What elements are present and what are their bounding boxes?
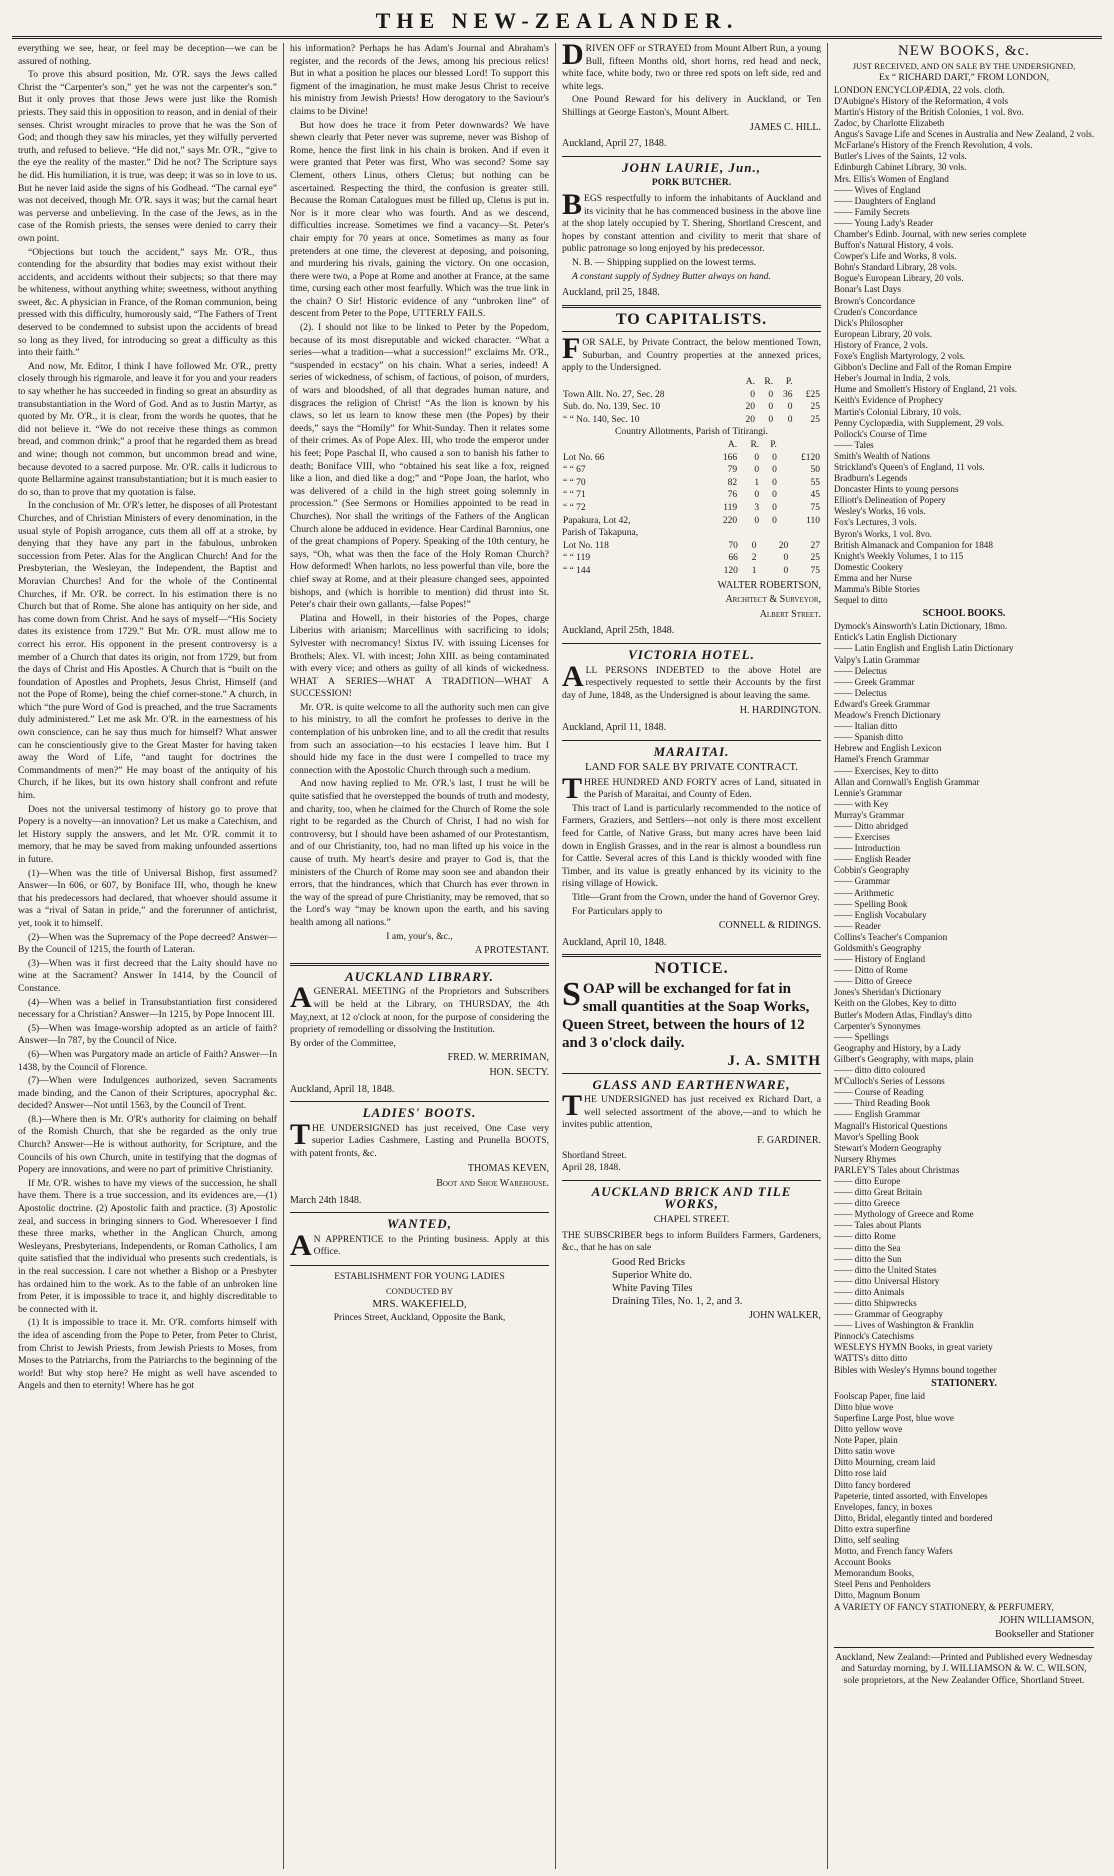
book-item: Hume and Smollett's History of England, 21 vols.: [834, 384, 1018, 395]
school-book-item: —— ditto the Sun: [834, 1253, 902, 1264]
ad-title: WORKS,: [664, 1196, 719, 1212]
ad-order: By order of the Committee,: [290, 1037, 396, 1049]
ad-signature: CONNELL & RIDINGS.: [718, 920, 821, 932]
dropcap: A: [290, 981, 312, 1015]
letter-paragraph: (2). I should not like to be linked to Peter by the Popedom, because of its most disreputable and wicked character. “What a series—what a tradition—what a succession!” exclaims Mr. O'R., “suspended in ecstacy” on his chain. What a series, indeed! A series of wickedness, of schism, of factious, of poison, of murders, of wars and bloodshed, of all that degrades human nature, and disgraces the religion of Christ! “As the lion is known by his claws, so let us learn to know these men (the Popes) by their deeds,” says the “Homily” for Whit-Sunday. Then it relates some of their crimes. As of Pope Alex. III, who trode the emperor under his feet; Pope Paschal II, who caused a son to banish his father to death; Boniface VIII, who “obtained his seat like a fox, reigned like a lion, and died like a dog;” and “Pope Joan, the harlot, who was delivered of a child in the high street going solemnly in procession.” (See Sermons or Homilies appointed to be read in Churches). Nor shall the writings of the Fathers of the Anglican Church alone be adduced in evidence. Hear Cardinal Baronius, one of the great champions of Popery. Speaking of the 10th century, he says, “Oh, what was then the face of the Holy Roman Church? How deformed! When harlots, no less powerful than vile, bore the chief sway at Rome, and at their pleasure changed sees, appointed bishops, and (which is horrible to mention) did thrust into St. Peter's chair their own gallants,—false Popes!”: [290, 322, 549, 611]
book-item: Bradburn's Legends: [834, 473, 908, 484]
school-book-item: —— Ditto of Greece: [834, 976, 912, 987]
ad-body: One Pound Reward for his delivery in Auckland, or Ten Shillings at George Easton's, Mount Albert.: [562, 94, 821, 118]
school-book-item: M'Culloch's Series of Lessons: [834, 1076, 945, 1087]
list-item: White Paving Tiles: [612, 1282, 693, 1294]
book-item: LONDON ENCYCLOPÆDIA, 22 vols. cloth.: [834, 84, 1005, 95]
letter-paragraph: his information? Perhaps he has Adam's Journal and Abraham's register, and the records of the Jews, among his precious relics! But in what a position he places our blessed Lord! To support this figment of the imagination, he must make Jesus Christ to receive his ministry from Jewish Priests! How derogatory to the Saviour's claims to be Divine!: [290, 43, 549, 117]
ad-subtitle: LAND FOR SALE BY PRIVATE CONTRACT.: [584, 761, 799, 774]
letter-paragraph: Mr. O'R. is quite welcome to all the authority such men can give to his ministry, to all the comfort he professes to derive in the contemplation of his unbroken line, and to all the credit that results from such an association—to his ecstacies I leave him. But I should hide my face in the dust were I compelled to trace my connection with the Apostolic Church through such a medium.: [290, 701, 549, 776]
divider: [562, 156, 821, 157]
school-book-item: Nursery Rhymes: [834, 1153, 897, 1164]
column-2: [284, 43, 556, 1869]
school-book-item: —— Spelling Book: [834, 898, 908, 909]
school-book-item: Jones's Sheridan's Dictionary: [834, 987, 942, 998]
book-item: Martin's History of the British Colonies, 1 vol. 8vo.: [834, 106, 1024, 117]
divider: [562, 305, 821, 308]
list-item: Draining Tiles, No. 1, 2, and 3.: [612, 1295, 743, 1307]
school-book-item: —— English Vocabulary: [834, 909, 927, 920]
ad-signature: H. HARDINGTON.: [739, 705, 821, 717]
stationery-item: Ditto Mourning, cream laid: [834, 1457, 936, 1468]
ad-title: LADIES' BOOTS.: [362, 1105, 477, 1121]
ad-signature: JOHN WALKER,: [748, 1309, 821, 1321]
book-item: Bohn's Standard Library, 28 vols.: [834, 262, 958, 273]
capitalists-ad: [562, 310, 821, 638]
ad-body: OR SALE, by Private Contract, the below mentioned Town, Suburban, and Country properties at the annexed prices, apply to the Undersigned.: [562, 337, 821, 374]
school-book-item: Hebrew and English Lexicon: [834, 743, 942, 754]
book-item: Knight's Weekly Volumes, 1 to 115: [834, 550, 964, 561]
school-book-item: —— Grammar: [834, 876, 890, 887]
school-book-item: —— Grammar of Geography: [834, 1309, 943, 1320]
ad-body: This tract of Land is particularly recommended to the notice of Farmers, Graziers, and Settlers—not only is there most excellent feed for Cattle, of Native Grass, but many acres have been laid down in English Grasses, and in the rear is almost a boundless run for Cattle. Several acres of this Land is thickly wooded with fine Timber, and its value is greatly enhanced by its vicinity to the rising village of Howick.: [562, 802, 821, 890]
letter-close: I am, your's, &c.,: [386, 930, 453, 942]
stationery-item: Foolscap Paper, fine laid: [834, 1390, 925, 1401]
ad-signature: HON. SECTY.: [489, 1066, 549, 1078]
book-item: Cruden's Concordance: [834, 306, 918, 317]
book-item: European Library, 20 vols.: [834, 328, 933, 339]
ad-date: Auckland, April 25th, 1848.: [562, 625, 675, 637]
table-row: “ “ 119 66 2 0 25: [563, 553, 820, 564]
divider: [562, 1180, 821, 1181]
property-table-town: [562, 376, 821, 426]
ad-body: HE UNDERSIGNED has just received, One Case very superior Ladies Cashmere, Lasting and Prunella BOOTS, with patent fronts, &c.: [290, 1122, 549, 1159]
book-item: Domestic Cookery: [834, 561, 904, 572]
columns: [12, 43, 1102, 1869]
stationery-item: Ditto satin wove: [834, 1446, 895, 1457]
ad-body: EGS respectfully to inform the inhabitants of Auckland and its vicinity that he has commenced business in the above line at the shop lately occupied by T. Shering, Shortland Crescent, and hopes by constant attention and civility to merit that share of public patronage so long enjoyed by his predecessor.: [562, 192, 821, 255]
school-book-item: —— Latin English and English Latin Dictionary: [834, 643, 1014, 654]
ad-body: HE UNDERSIGNED has just received ex Richard Dart, a well selected assortment of the above,—and to which he invites public attention,: [562, 1094, 821, 1131]
divider: [562, 740, 821, 741]
divider: [290, 963, 549, 966]
school-book-item: —— ditto Animals: [834, 1286, 905, 1297]
ad-title: GLASS AND EARTHENWARE,: [592, 1076, 791, 1092]
book-item: Mrs. Ellis's Women of England: [834, 173, 949, 184]
letter-paragraph: And now, Mr. Editor, I think I have followed Mr. O'R., pretty closely through his rigmarole, and leave it for you and your readers to say whether he has succeeded in finding so great an absurdity as transubstantiation in the Word of God. And as to Justin Martyr, as quoted by Mr. O'R., it is clear, from the words he quotes, that he did not believe it. “We do not receive these things as common bread, and common drink;” a proof that he regarded them as bread and wine; though not common, but uncommon bread and wine, because devoted to a sacred purpose. Mr. O'R. calls it ludicrous to quote Bellarmine against transubstantiation; but it is much easier to do so, than to prove that my quotation is false.: [18, 360, 277, 498]
book-item: D'Aubigne's History of the Reformation, 4 vols: [834, 95, 1009, 106]
ad-address: Princes Street, Auckland, Opposite the Bank,: [333, 1312, 506, 1323]
ad-title: TO CAPITALISTS.: [615, 310, 768, 328]
book-item: Fox's Lectures, 3 vols.: [834, 517, 917, 528]
school-book-item: WESLEYS HYMN Books, in great variety: [834, 1342, 993, 1353]
notice-ad: [562, 960, 821, 1069]
school-book-item: Murray's Grammar: [834, 809, 905, 820]
school-book-item: Allan and Cornwall's English Grammar: [834, 776, 980, 787]
ad-body: N. B. — Shipping supplied on the lowest terms.: [572, 256, 757, 268]
book-item: —— Young Lady's Reader: [834, 217, 934, 228]
school-book-item: Keith on the Globes, Key to ditto: [834, 998, 957, 1009]
ad-subtitle: CONDUCTED BY: [385, 1285, 454, 1296]
school-book-item: Valpy's Latin Grammar: [834, 654, 920, 665]
school-book-item: Cobbin's Geography: [834, 865, 910, 876]
divider: [562, 331, 821, 332]
divider: [562, 643, 821, 644]
book-item: —— Daughters of England: [834, 195, 936, 206]
school-book-item: —— ditto Greece: [834, 1198, 900, 1209]
letter-paragraph: (1)—When was the title of Universal Bishop, first assumed? Answer—In 606, or 607, by Boniface III, who, though he knew that his predecessors had declared, that whoever should assume it was a “rival of Satan in pride,” and the forerunner of antichrist, yet, took it to himself.: [18, 867, 277, 929]
school-book-item: Mavor's Spelling Book: [834, 1131, 919, 1142]
divider: [562, 1073, 821, 1074]
stationery-item: Ditto blue wove: [834, 1401, 894, 1412]
table-row: Papakura, Lot 42, 220 0 0 110: [563, 515, 820, 526]
stationery-item: Ditto rose laid: [834, 1468, 887, 1479]
establishment-ad: [290, 1271, 549, 1324]
school-book-item: Edward's Greek Grammar: [834, 698, 931, 709]
ad-date: Auckland, April 18, 1848.: [290, 1083, 395, 1095]
maraitai-ad: [562, 743, 821, 950]
table-section-title: Country Allotments, Parish of Titirangi.: [615, 426, 768, 438]
ad-signature: JAMES C. HILL.: [749, 121, 821, 133]
ad-signature: Boot and Shoe Warehouse.: [436, 1178, 549, 1190]
letter-paragraph: And now having replied to Mr. O'R.'s last, I trust he will be quite satisfied that he overstepped the bounds of truth and modesty, and charity, too, when he claimed for the Church of Rome the sole right to be regarded as the Church of Christ, I had no wish for controversy, but I should have been ashamed of our Protestantism, and of our Christianity, too, had no man lifted up his voice in the cause of truth. My heart's desire and prayer to God is, that the ministers of the Church of Rome may soon see and abandon their errors, that the hindrances, which that Church has ever thrown in the way of the spread of pure Christianity, may be removed, that so the Lord's way “may be known upon the earth, and his saving health among all nations.”: [290, 778, 549, 928]
ad-body: LL PERSONS INDEBTED to the above Hotel are respectively requested to settle their Accounts by the first day of June, 1848, as the Undersigned is about leaving the same.: [562, 664, 821, 701]
divider: [290, 1212, 549, 1213]
ad-date: April 28, 1848.: [562, 1162, 621, 1174]
letter-signature: A PROTESTANT.: [474, 945, 549, 957]
column-1: [12, 43, 284, 1869]
ad-date: Auckland, April 11, 1848.: [562, 721, 667, 733]
stationery-item: Account Books: [834, 1557, 891, 1568]
glass-ad: [562, 1076, 821, 1175]
book-item: —— Tales: [834, 439, 874, 450]
boots-ad: [290, 1107, 549, 1207]
ad-signature: J. A. SMITH: [727, 1053, 821, 1069]
stationery-item: Ditto extra superfine: [834, 1523, 911, 1534]
books-ex: Ex “ RICHARD DART,” FROM LONDON,: [879, 73, 1049, 84]
stationery-item: Envelopes, fancy, in boxes: [834, 1501, 933, 1512]
school-book-item: Stewart's Modern Geography: [834, 1142, 942, 1153]
school-book-item: —— Course of Reading: [834, 1087, 924, 1098]
books-signature: Bookseller and Stationer: [995, 1629, 1094, 1641]
ad-title: ESTABLISHMENT FOR YOUNG LADIES: [334, 1272, 505, 1283]
book-item: Butler's Lives of the Saints, 12 vols.: [834, 151, 967, 162]
ad-date: Auckland, April 10, 1848.: [562, 936, 667, 948]
ad-title: AUCKLAND BRICK AND TILE: [591, 1183, 792, 1199]
book-item: Edinburgh Cabinet Library, 30 vols.: [834, 162, 967, 173]
ad-address: Shortland Street.: [562, 1149, 627, 1161]
column-3: [556, 43, 828, 1869]
ad-signature: Architect & Surveyor,: [725, 594, 821, 606]
book-item: Doncaster Hints to young persons: [834, 484, 959, 495]
dropcap: T: [562, 1089, 583, 1123]
table-header-row: A. R. P.: [727, 440, 777, 451]
letter-paragraph: Does not the universal testimony of history go to prove that Popery is a novelty—an innovation? Let us make a Catechism, and let History supply the answers, and let Mr. O'R. commit it to memory, that he may be saved from making unfounded assertions in future.: [18, 803, 277, 865]
school-book-item: —— ditto the Sea: [834, 1242, 901, 1253]
table-header-row: [562, 376, 821, 389]
dropcap: D: [562, 43, 584, 71]
wanted-ad: [290, 1218, 549, 1260]
book-item: Byron's Works, 1 vol. 8vo.: [834, 528, 932, 539]
table-header: A.: [745, 377, 756, 388]
ad-body: For Particulars apply to: [572, 905, 663, 917]
book-item: Heber's Journal in India, 2 vols.: [834, 373, 951, 384]
table-row: Lot No. 118 70 0 20 27: [563, 540, 820, 551]
table-section-title: Parish of Takapuna,: [562, 527, 639, 539]
stationery-item: Motto, and French fancy Wafers: [834, 1546, 953, 1557]
table-row: “ “ 71 76 0 0 45: [563, 490, 820, 501]
book-item: Bogue's European Library, 20 vols.: [834, 273, 964, 284]
letter-paragraph: Platina and Howell, in their histories of the Popes, charge Liberius with arianism; Marcellinus with sacrificing to idols; Sylvester with necromancy! Sixtus IV. with issuing Licenses for Brothels; Alex. VI. with incest; John XIII. as being contaminated with every vice; and others as guilty of all kinds of wickedness. WHAT A SERIES—WHAT A TRADITION—WHAT A SUCCESSION!: [290, 612, 549, 700]
stationery-item: Ditto fancy bordered: [834, 1479, 911, 1490]
school-book-item: Geography and History, by a Lady: [834, 1042, 961, 1053]
ad-date: Auckland, pril 25, 1848.: [562, 287, 660, 299]
school-book-item: —— Arithmetic: [834, 887, 894, 898]
stationery-item: Superfine Large Post, blue wove: [834, 1412, 955, 1423]
stationery-item: Papeterie, tinted assorted, with Envelopes: [834, 1490, 988, 1501]
property-table-country: [562, 439, 821, 527]
brick-ad: [562, 1183, 821, 1323]
ad-title: VICTORIA HOTEL.: [628, 646, 755, 662]
ad-body: THE SUBSCRIBER begs to inform Builders Farmers, Gardeners, &c., that he has on sale: [562, 1229, 821, 1254]
books-title: NEW BOOKS, &c.: [897, 43, 1031, 59]
school-book-item: —— ditto Shipwrecks: [834, 1298, 917, 1308]
school-book-item: —— Ditto abridged: [834, 820, 908, 831]
school-book-item: Gilbert's Geography, with maps, plain: [834, 1053, 974, 1064]
ad-title: NOTICE.: [654, 960, 729, 978]
divider: [834, 1647, 1094, 1648]
school-book-item: —— with Key: [834, 798, 889, 809]
dropcap: F: [562, 332, 581, 366]
letter-paragraph: To prove this absurd position, Mr. O'R. says the Jews called Christ the “Carpenter's son,” yet he was not the carpenter's son.” But it only proves that those Jews were just like the Romish priests. They said this in opposition to reason, and in denial of their senses. Christ wrought miracles to prove that he was the Son of God; and though they saw his miracles, yet they wilfully perverted truth, and refused to believe. “He did not,” says Mr. O'R., “give to the eye the reality of the master.” Did he not? The Scripture says he did. His humiliation, it is true, was deep; it was so in love to us. But he never laid aside the signs of his Godhead. “The carnal eye” was not deceived, though Mr. O'R. says it was; but the carnal heart was perverse and unbelieving. In the case of the Jews, as in the case of the Romish priests, the senses were denied to carry their own point.: [18, 69, 277, 244]
school-book-item: —— Exercises, Key to ditto: [834, 765, 939, 776]
letter-paragraph: (3)—When was it first decreed that the Laity should have no wine at the Sacrament? Answer In 1414, by the Council of Constance.: [18, 957, 277, 994]
library-ad: [290, 968, 549, 1096]
list-item: Superior White do.: [612, 1269, 693, 1281]
dropcap: T: [562, 771, 583, 805]
school-book-item: —— Introduction: [834, 843, 901, 854]
school-book-item: Magnall's Historical Questions: [834, 1120, 948, 1131]
book-item: Strickland's Queen's of England, 11 vols.: [834, 461, 985, 472]
books-signature: JOHN WILLIAMSON,: [999, 1614, 1094, 1626]
masthead: THE NEW-ZEALANDER.: [12, 6, 1102, 39]
ad-signature: F. GARDINER.: [757, 1134, 821, 1146]
book-item: Chamber's Edinb. Journal, with new series complete: [834, 229, 1027, 239]
book-item: McFarlane's History of the French Revolution, 4 vols.: [834, 140, 1033, 151]
book-item: Angus's Savage Life and Scenes in Australia and New Zealand, 2 vols.: [834, 129, 1094, 140]
stationery-item: Note Paper, plain: [834, 1435, 898, 1446]
book-item: Gibbon's Decline and Fall of the Roman Empire: [834, 362, 1012, 373]
table-header: R.: [764, 377, 774, 388]
ad-body: N APPRENTICE to the Printing business. Apply at this Office.: [313, 1233, 549, 1258]
dropcap: A: [290, 1228, 312, 1262]
letter-paragraph: (8.)—Where then is Mr. O'R's authority for claiming on behalf of the Romish Church, that she be regarded as the only true Church? Answer—He is without authority, for Scripture, and the Councils of his own Church, unite in testifying that the dogmas of Popery are innovations, and were no part of primitive Christianity.: [18, 1113, 277, 1176]
school-book-item: Lennie's Grammar: [834, 787, 903, 798]
table-row: “ “ 144 120 1 0 75: [563, 565, 820, 576]
school-book-item: —— Tales about Plants: [834, 1220, 922, 1231]
school-book-item: —— Delectus: [834, 687, 887, 698]
table-row: “ “ 70 82 1 0 55: [563, 477, 820, 488]
ad-body: GENERAL MEETING of the Proprietors and Subscribers will be held at the Library, on THURSDAY, the 4th May,next, at 12 o'clock at noon, for the purpose of considering the propriety of remodelling or dissolving the Institution.: [290, 986, 549, 1036]
school-book-item: Carpenter's Synonymes: [834, 1020, 921, 1031]
school-book-item: —— ditto Europe: [834, 1175, 901, 1186]
ad-body: Title—Grant from the Crown, under the hand of Governor Grey.: [572, 892, 820, 904]
letter-paragraph: everything we see, hear, or feel may be deception—we can be assured of nothing.: [18, 43, 277, 67]
school-books-title: SCHOOL BOOKS.: [922, 608, 1006, 620]
school-book-item: Hamel's French Grammar: [834, 754, 930, 765]
brick-items: [562, 1256, 821, 1308]
school-book-item: —— ditto Universal History: [834, 1275, 940, 1286]
school-book-item: —— ditto Rome: [834, 1231, 896, 1242]
letter-paragraph: (5)—When was Image-worship adopted as an article of faith? Answer—In 787, by the Council of Nice.: [18, 1022, 277, 1047]
school-book-item: WATTS's ditto ditto: [834, 1353, 908, 1364]
table-row: Lot No. 66 166 0 0 £120: [563, 452, 820, 463]
ad-body: RIVEN OFF or STRAYED from Mount Albert Run, a young Bull, fifteen Months old, short horns, red head and neck, white face, white body, two or three red spots on left side, red and white legs.: [562, 43, 821, 92]
school-book-item: —— ditto Great Britain: [834, 1187, 923, 1198]
school-book-item: —— Spellings: [834, 1031, 889, 1042]
school-book-item: —— Exercises: [834, 832, 890, 843]
school-book-item: —— ditto ditto coloured: [834, 1065, 926, 1076]
table-row: Town Allt. No. 27, Sec. 28 0 0 36 £25: [563, 389, 820, 400]
stationery-item: Memorandum Books,: [834, 1568, 915, 1579]
letter-paragraph: (1) It is impossible to trace it. Mr. O'R. comforts himself with the idea of ascending from the Pope to Peter, from Peter to Christ, from Christ to Jewish Priests, from Jewish Priests to Moses, from Moses to the Patriarchs, from the Patriarchs to the beginning of the world! But why stop here? He might as well have ascended to Angels and then to eternity! Where has he got: [18, 1317, 277, 1392]
ad-signature: THOMAS KEVEN,: [467, 1163, 549, 1175]
school-book-item: —— Mythology of Greece and Rome: [834, 1209, 974, 1220]
school-book-item: Collins's Teacher's Companion: [834, 931, 948, 942]
book-item: Mamma's Bible Stories: [834, 584, 920, 594]
school-book-item: —— English Reader: [834, 854, 912, 865]
stationery-list: [834, 1391, 1094, 1602]
book-item: Sequel to ditto: [834, 595, 888, 606]
letter-paragraph: In the conclusion of Mr. O'R's letter, he disposes of all Protestant Churches, and of Christian Ministers of every denomination, in the usual style of Popish arrogance, cuts them all off at a stroke, by denying that they have any part in the fabulous, unbroken succession from Peter. Alas for the Anglican Church! And for the Presbyterian, the Wesleyan, the Independent, the Baptist and Moravian Churches! And for the whole of the Continental Churches, if Mr. O'R. be correct. In his estimation there is no Church but that of Rome. She alone has antiquity on her side, and has come down from Christ. And he says of myself—“His Society dates its existence from 1729.” But Mr. O'R. must allow me to correct his error. His opponent in the present controversy is a member of a Church that dates its origin, not from 1729, but from the days of Christ and His Apostles. A Church that is “built on the foundation of Apostles and Prophets, Jesus Christ, Himself (and not the Pope of Rome), being the chief corner-stone.” A church, in which “the pure Word of God is preached, and the true Sacraments duly administered.” Let me ask Mr. O'R. in the earnestness of his own conscience, can he say thus much for himself? What answer can he conscientiously give to the Great Master for having taken away the Word of Life, “and taught for doctrines the Commandments of men?” He may boast of the antiquity of his Church, if he likes, but its own history shall confront and refute him.: [18, 500, 278, 802]
book-item: Cowper's Life and Works, 8 vols.: [834, 251, 957, 262]
ad-name: MRS. WAKEFIELD,: [372, 1298, 467, 1311]
ad-body: A constant supply of Sydney Butter always on hand.: [572, 270, 771, 282]
letter-paragraph: But how does he trace it from Peter downwards? We have shewn clearly that Peter never was supreme, never was Bishop of Rome, hence the first link in his chain is broken. And if even it were granted that Peter was first, Who was second? Some say Clement, others Linus, others Cletus; but nothing can be ascertained. Respecting the third, the confusion is greater still. Because the Roman Catalogues must be filled up, Cletus is put in. Nor is it more clear who was fourth. And as we descend, difficulties increase. Sometimes we find a vacancy—St. Peter's chair empty for 70 years at once. Sometimes as many as four pretenders at one time, the cleverest at deposing, and poisoning, and murdering his rivals, gaining the victory. On one occasion, there were two, a Pope at Rome and another at France, at the same time, cursing each other most fearfully. Which was the true link in the chain? O Sir! Historic evidence of any “unbroken line” of descent from Peter to the Pope, UTTERLY FAILS.: [290, 119, 549, 320]
book-item: Zadoc, by Charlotte Elizabeth: [834, 118, 945, 129]
table-row: Sub. do. No. 139, Sec. 10 20 0 0 25: [563, 402, 820, 413]
book-item: Bonar's Last Days: [834, 284, 901, 295]
book-item: Elliott's Delineation of Popery: [834, 495, 946, 506]
letter-paragraph: (6)—When was Purgatory made an article of Faith? Answer—In 1438, by the Council of Florence.: [18, 1048, 277, 1073]
book-item: British Almanack and Companion for 1848: [834, 539, 993, 550]
school-book-item: PARLEY'S Tales about Christmas: [834, 1164, 960, 1175]
ad-date: Auckland, April 27, 1848.: [562, 138, 667, 150]
school-book-item: —— Reader: [834, 920, 881, 931]
book-item: —— Wives of England: [834, 184, 921, 195]
books-received: JUST RECEIVED, AND ON SALE BY THE UNDERSIGNED,: [852, 60, 1076, 71]
variety-line: A VARIETY OF FANCY STATIONERY, & PERFUMERY,: [834, 1601, 1054, 1612]
book-item: Emma and her Nurse: [834, 572, 912, 583]
school-book-item: Goldsmith's Geography: [834, 943, 922, 953]
school-book-item: —— Lives of Washington & Franklin: [834, 1320, 974, 1331]
ad-title: AUCKLAND LIBRARY.: [345, 968, 494, 984]
ad-signature: FRED. W. MERRIMAN,: [447, 1052, 549, 1064]
book-item: —— Family Secrets: [834, 206, 910, 217]
dropcap: B: [562, 187, 583, 221]
book-item: Dick's Philosopher: [834, 317, 904, 328]
ad-title: WANTED,: [387, 1216, 452, 1232]
ad-title: JOHN LAURIE, Jun.,: [622, 159, 761, 175]
book-item: Penny Cyclopædia, with Supplement, 29 vols.: [834, 417, 1004, 428]
letter-paragraph: (2)—When was the Supremacy of the Pope decreed? Answer—By the Council of 1215, the fourth of Lateran.: [18, 931, 277, 956]
book-item: Wesley's Works, 16 vols.: [834, 506, 926, 517]
dropcap: A: [562, 659, 584, 693]
book-item: Foxe's English Martyrology, 2 vols.: [834, 351, 966, 362]
ad-subtitle: CHAPEL STREET.: [653, 1214, 730, 1225]
school-book-item: —— Greek Grammar: [834, 676, 915, 687]
ad-title: MARAITAI.: [653, 743, 730, 759]
imprint: Auckland, New Zealand:—Printed and Published every Wednesday and Saturday morning, by J. WILLIAMSON & W. C. WILSON, sole proprietors, at the New Zealander Office, Shortland Street.: [835, 1652, 1093, 1686]
laurie-ad: [562, 159, 821, 300]
stationery-title: STATIONERY.: [931, 1377, 997, 1389]
dropcap: S: [562, 976, 581, 1013]
school-book-item: —— Third Reading Book: [834, 1098, 931, 1109]
book-item: Smith's Wealth of Nations: [834, 450, 930, 461]
book-item: Martin's Colonial Library, 10 vols.: [834, 406, 962, 417]
property-table-takapuna: [562, 540, 821, 578]
letter-paragraph: (4)—When was a belief in Transubstantiation first considered necessary for a Christian? Answer—In 1215, by Pope Innocent III.: [18, 996, 277, 1021]
book-item: Keith's Evidence of Prophecy: [834, 395, 944, 406]
table-header: P.: [785, 377, 793, 388]
school-book-item: —— Delectus: [834, 665, 887, 676]
divider: [290, 1265, 549, 1266]
school-book-item: —— Italian ditto: [834, 721, 898, 732]
school-book-item: Meadow's French Dictionary: [834, 710, 941, 721]
column-4: [828, 43, 1100, 1869]
stationery-item: Ditto, self sealing: [834, 1534, 900, 1545]
book-item: Pollock's Course of Time: [834, 428, 927, 439]
book-item: Buffon's Natural History, 4 vols.: [834, 240, 954, 251]
ad-body: HREE HUNDRED AND FORTY acres of Land, situated in the Parish of Maraitai, and County of Eden.: [584, 776, 821, 801]
school-book-item: Butler's Modern Atlas, Findlay's ditto: [834, 1009, 972, 1020]
stationery-item: Steel Pens and Penholders: [834, 1579, 931, 1590]
school-books-list: [834, 621, 1094, 1375]
ad-date: March 24th 1848.: [290, 1194, 362, 1206]
letter-paragraph: (7)—When were Indulgences authorized, seven Sacraments made binding, and the Canon of their Scriptures, apocryphal &c. decided? Answer—Not until 1563, by the Council of Trent.: [18, 1075, 277, 1112]
dropcap: T: [290, 1117, 311, 1151]
books-list: [834, 85, 1094, 606]
ad-subtitle: PORK BUTCHER.: [651, 178, 732, 189]
school-book-item: —— Ditto of Rome: [834, 965, 908, 976]
divider: [290, 1101, 549, 1102]
table-row: “ “ 67 79 0 0 50: [563, 465, 820, 476]
victoria-ad: [562, 646, 821, 735]
school-book-item: Entick's Latin English Dictionary: [834, 632, 957, 643]
strayed-ad: [562, 43, 821, 151]
ad-signature: WALTER ROBERTSON,: [717, 579, 821, 591]
school-book-item: Bibles with Wesley's Hymns bound together: [834, 1364, 997, 1375]
school-book-item: Pinnock's Catechisms: [834, 1331, 915, 1342]
divider: [562, 954, 821, 957]
school-book-item: —— Spanish ditto: [834, 732, 903, 743]
letter-paragraph: If Mr. O'R. wishes to have my views of the succession, he shall have them. There is a true succession, and its evidences are,—(1) Apostolic doctrine. (2) Apostolic faith and practice. (3) Apostolic zeal, and success in bringing sinners to God. Wheresoever I find these three marks, whether in the Anglican Church, among Wesleyans, Presbyterians, Independents, or Roman Catholics, I am quite satisfied that the individual who presents such credentials, is in the real succession. I care not whether a Bishop or a Presbyter has ordained him to the work. As to the fable of an unbroken line from Peter, it is impossible to trace it, and highly discreditable to be connected with it.: [18, 1177, 277, 1315]
letter-paragraph: “Objections but touch the accident,” says Mr. O'R., thus contending for the absurdity that bodies may exist without their accidents, and accidents without their subjects; so that there may be whiteness, without anything white; sweetness, without anything sweet, &c. A physician in France, of the Roman communion, being pressed with this difficulty, humorously said, “The Fathers of Trent deserved to be condemned to subsist upon the accidents of bread so long as they lived, for introducing so great a difficulty as this into their faith.”: [18, 246, 277, 359]
stationery-item: Ditto, Bridal, elegantly tinted and bordered: [834, 1512, 993, 1523]
book-item: History of France, 2 vols.: [834, 339, 928, 350]
school-book-item: Dymock's Ainsworth's Latin Dictionary, 18mo.: [834, 621, 1008, 632]
table-row: “ “ No. 140, Sec. 10 20 0 0 25: [563, 414, 820, 425]
table-row: “ “ 72 119 3 0 75: [563, 503, 820, 513]
school-book-item: —— English Grammar: [834, 1109, 921, 1120]
stationery-item: Ditto yellow wove: [834, 1424, 903, 1435]
list-item: Good Red Bricks: [612, 1256, 685, 1268]
school-book-item: —— ditto the United States: [834, 1264, 937, 1275]
ad-body: OAP will be exchanged for fat in small quantities at the Soap Works, Queen Street, between the hours of 12 and 3 o'clock daily.: [562, 981, 810, 1051]
ad-signature: Albert Street.: [759, 608, 821, 620]
stationery-item: Ditto, Magnum Bonum: [834, 1590, 921, 1601]
book-item: Brown's Concordance: [834, 295, 916, 306]
school-book-item: —— History of England: [834, 954, 926, 965]
